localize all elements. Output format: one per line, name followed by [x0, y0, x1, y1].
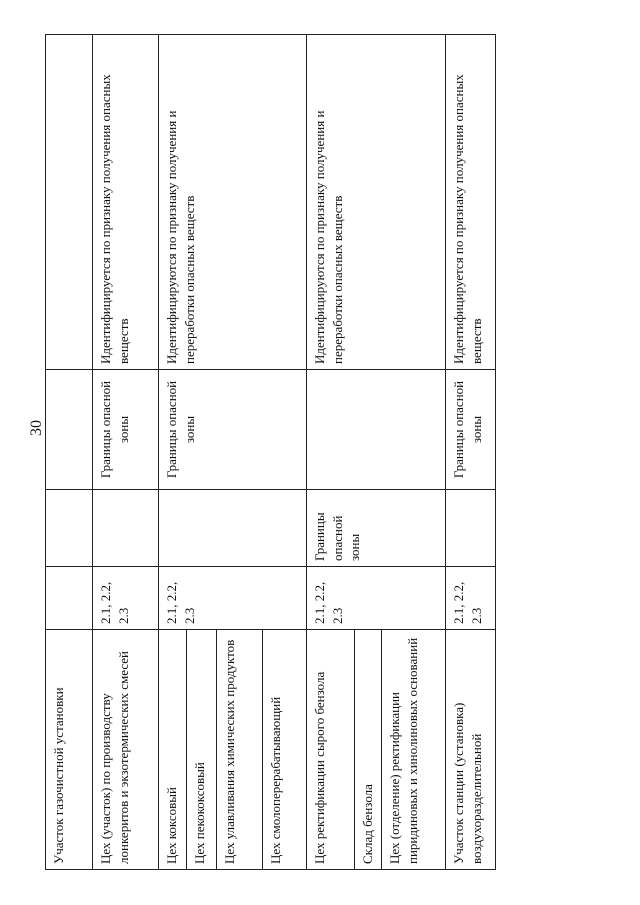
empty-cell — [93, 490, 159, 567]
empty-cell — [307, 370, 446, 490]
identification-cell: Идентифицируется по признаку получения опасных веществ — [93, 35, 159, 370]
facility-name: Участок станции (установка) воздухоразделительной — [446, 630, 496, 870]
criteria-cell — [46, 567, 93, 630]
boundary-cell: Границы опасной зоны — [446, 370, 496, 490]
table-row — [46, 35, 93, 870]
criteria-cell: 2.1, 2.2, 2.3 — [93, 567, 159, 630]
criteria-cell: 2.1, 2.2, 2.3 — [307, 567, 446, 630]
criteria-cell: 2.1, 2.2, 2.3 — [159, 567, 307, 630]
facility-name: Цех коксовый — [159, 630, 187, 870]
boundary-cell: Границы опасной зоны — [307, 490, 446, 567]
page-number: 30 — [28, 420, 45, 436]
facility-name: Цех улавливания химических продуктов — [217, 630, 263, 870]
facility-name: Цех (участок) по производству лонкеритов и экзотермических смесей — [93, 630, 159, 870]
identification-cell: Идентифицируется по признаку получения опасных веществ — [446, 35, 496, 370]
empty-cell — [446, 490, 496, 567]
table-row — [307, 35, 355, 870]
hazard-table — [45, 34, 496, 870]
identification-cell: Идентифицируются по признаку получения и переработки опасных веществ — [159, 35, 307, 370]
table-row — [93, 35, 159, 870]
identification-cell — [46, 35, 93, 370]
facility-name: Склад бензола — [355, 630, 382, 870]
boundary-cell — [46, 370, 93, 490]
table-row — [446, 35, 496, 870]
boundary-cell: Границы опасной зоны — [93, 370, 159, 490]
rotated-table-wrapper — [45, 30, 496, 870]
empty-cell — [159, 490, 307, 567]
empty-cell — [46, 490, 93, 567]
boundary-cell: Границы опасной зоны — [159, 370, 307, 490]
table-row — [159, 35, 187, 870]
facility-name: Цех смолоперерабатывающий — [263, 630, 307, 870]
criteria-cell: 2.1, 2.2, 2.3 — [446, 567, 496, 630]
facility-name: Цех (отделение) ректификации пиридиновых и хинолиновых оснований — [382, 630, 446, 870]
facility-name: Участок газочистной установки — [46, 630, 93, 870]
facility-name: Цех пекококсовый — [187, 630, 217, 870]
facility-name: Цех ректификации сырого бензола — [307, 630, 355, 870]
identification-cell: Идентифицируются по признаку получения и переработки опасных веществ — [307, 35, 446, 370]
